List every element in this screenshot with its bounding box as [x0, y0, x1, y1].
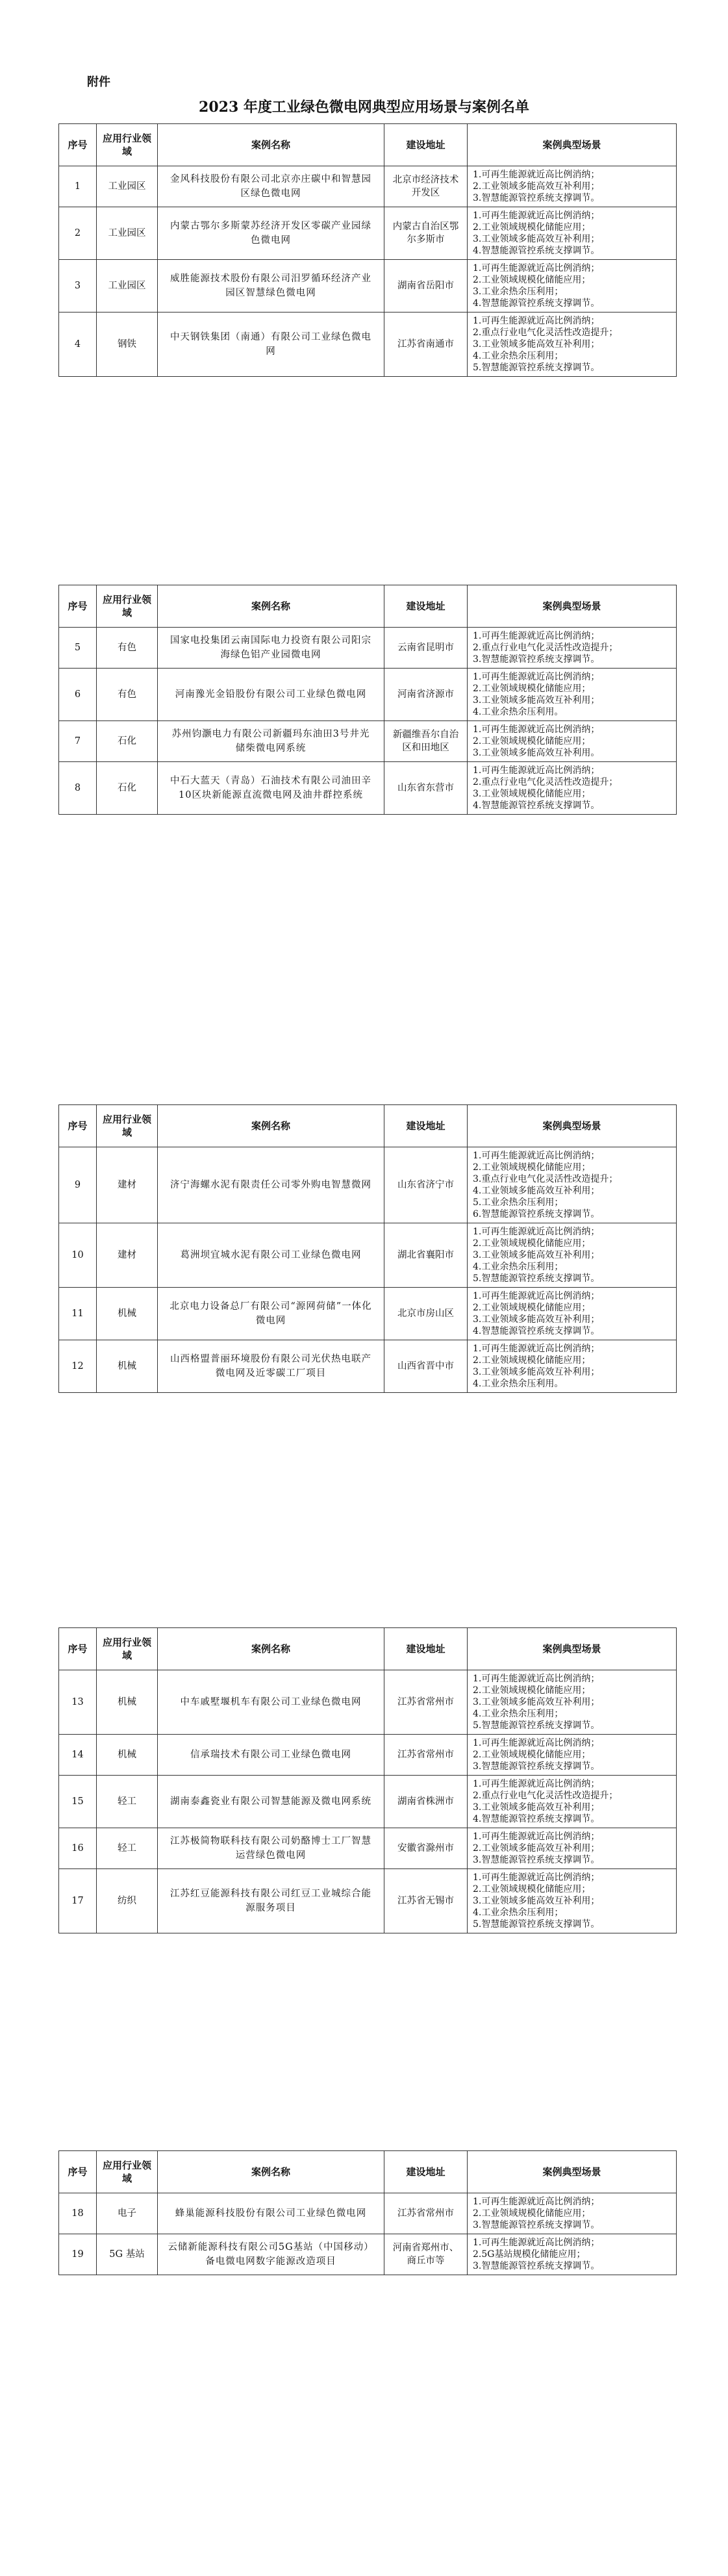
scenario-line: 4.智慧能源管控系统支撑调节。	[473, 800, 600, 811]
cell-scenarios	[468, 1223, 677, 1288]
scenario-line: 4.工业余热余压利用。	[473, 1379, 564, 1389]
cell-industry: 电子	[97, 2193, 158, 2234]
scenario-line: 4.工业余热余压利用；	[473, 1907, 564, 1918]
cell-industry: 5G 基站	[97, 2234, 158, 2275]
scenario-line: 3.工业领域多能高效互补利用；	[473, 1367, 600, 1377]
cell-scenarios	[468, 312, 677, 377]
header-industry: 应用行业领域	[97, 124, 158, 166]
header-location: 建设地址	[384, 1105, 468, 1147]
table-header-row	[59, 1105, 677, 1147]
cell-no: 1	[59, 166, 97, 207]
scenario-line: 1.可再生能源就近高比例消纳；	[473, 170, 600, 180]
cell-no: 6	[59, 669, 97, 721]
scenario-line: 3.工业领域多能高效互补利用。	[473, 748, 600, 758]
scenario-line: 1.可再生能源就近高比例消纳；	[473, 210, 600, 221]
cell-scenarios	[468, 2193, 677, 2234]
cell-location: 新疆维吾尔自治区和田地区	[384, 721, 468, 762]
table-row	[59, 207, 677, 260]
header-location: 建设地址	[384, 2151, 468, 2193]
scenario-line: 3.工业领域多能高效互补利用；	[473, 1802, 600, 1813]
scenario-line: 1.可再生能源就近高比例消纳；	[473, 2238, 600, 2248]
cell-no: 14	[59, 1735, 97, 1776]
scenario-line: 3.工业领域多能高效互补利用；	[473, 339, 600, 350]
cell-case-name: 江苏红豆能源科技有限公司红豆工业城综合能源服务项目	[158, 1869, 384, 1933]
table-row	[59, 260, 677, 312]
header-scenarios: 案例典型场景	[468, 1628, 677, 1670]
cell-scenarios	[468, 260, 677, 312]
cell-industry: 纺织	[97, 1869, 158, 1933]
scenario-line: 1.可再生能源就近高比例消纳；	[473, 1227, 600, 1237]
cell-location: 江苏省常州市	[384, 2193, 468, 2234]
cell-industry: 建材	[97, 1223, 158, 1288]
cell-location: 云南省昆明市	[384, 628, 468, 669]
header-industry: 应用行业领域	[97, 585, 158, 628]
cell-industry: 机械	[97, 1735, 158, 1776]
header-location: 建设地址	[384, 124, 468, 166]
scenario-line: 1.可再生能源就近高比例消纳；	[473, 1291, 600, 1301]
cell-location: 山西省晋中市	[384, 1340, 468, 1393]
scenario-line: 3.智慧能源管控系统支撑调节。	[473, 193, 600, 203]
cell-location: 江苏省常州市	[384, 1735, 468, 1776]
cell-no: 13	[59, 1670, 97, 1735]
scenario-line: 2.工业领域规模化储能应用；	[473, 1162, 591, 1173]
cell-industry: 工业园区	[97, 260, 158, 312]
cell-no: 18	[59, 2193, 97, 2234]
cell-industry: 钢铁	[97, 312, 158, 377]
cell-case-name: 河南豫光金铅股份有限公司工业绿色微电网	[158, 669, 384, 721]
cell-location: 河南省郑州市、商丘市等	[384, 2234, 468, 2275]
scenario-line: 1.可再生能源就近高比例消纳；	[473, 724, 600, 735]
scenario-line: 3.智慧能源管控系统支撑调节。	[473, 654, 600, 665]
cell-case-name: 信承瑞技术有限公司工业绿色微电网	[158, 1735, 384, 1776]
cell-no: 2	[59, 207, 97, 260]
cell-no: 15	[59, 1776, 97, 1828]
page-title: 2023 年度工业绿色微电网典型应用场景与案例名单	[199, 99, 529, 116]
cell-case-name: 山西格盟普丽环境股份有限公司光伏热电联产微电网及近零碳工厂项目	[158, 1340, 384, 1393]
scenario-line: 2.工业领域规模化储能应用；	[473, 222, 591, 233]
header-scenarios: 案例典型场景	[468, 1105, 677, 1147]
cell-location: 江苏省无锡市	[384, 1869, 468, 1933]
cell-no: 11	[59, 1288, 97, 1340]
scenario-line: 5.智慧能源管控系统支撑调节。	[473, 1720, 600, 1731]
scenario-line: 5.智慧能源管控系统支撑调节。	[473, 1273, 600, 1284]
header-case-name: 案例名称	[158, 1105, 384, 1147]
table-row	[59, 1223, 677, 1288]
scenario-line: 2.工业领域规模化储能应用；	[473, 683, 591, 694]
cell-scenarios	[468, 1288, 677, 1340]
cell-scenarios	[468, 721, 677, 762]
scenario-line: 1.可再生能源就近高比例消纳；	[473, 1674, 600, 1684]
table-row	[59, 1670, 677, 1735]
scenario-line: 2.重点行业电气化灵活性改造提升；	[473, 1791, 618, 1801]
cell-case-name: 济宁海螺水泥有限责任公司零外购电智慧微网	[158, 1147, 384, 1223]
scenario-line: 2.工业领域规模化储能应用；	[473, 2208, 591, 2219]
cell-no: 7	[59, 721, 97, 762]
cell-scenarios	[468, 1147, 677, 1223]
cell-location: 山东省济宁市	[384, 1147, 468, 1223]
scenario-line: 1.可再生能源就近高比例消纳；	[473, 1831, 600, 1842]
scenario-line: 5.智慧能源管控系统支撑调节。	[473, 363, 600, 373]
scenario-line: 3.工业领域多能高效互补利用；	[473, 695, 600, 706]
header-no: 序号	[59, 124, 97, 166]
header-case-name: 案例名称	[158, 1628, 384, 1670]
cell-scenarios	[468, 207, 677, 260]
scenario-line: 4.工业余热余压利用；	[473, 1709, 564, 1719]
table-header-row	[59, 2151, 677, 2193]
header-case-name: 案例名称	[158, 2151, 384, 2193]
cell-location: 内蒙古自治区鄂尔多斯市	[384, 207, 468, 260]
table-row	[59, 669, 677, 721]
scenario-line: 2.重点行业电气化灵活性改造提升；	[473, 327, 618, 338]
case-table	[58, 585, 677, 815]
cell-no: 3	[59, 260, 97, 312]
scenario-line: 2.工业领域规模化储能应用；	[473, 1238, 591, 1249]
cell-industry: 机械	[97, 1288, 158, 1340]
table-row	[59, 2234, 677, 2275]
scenario-line: 1.可再生能源就近高比例消纳；	[473, 765, 600, 776]
case-table	[58, 123, 677, 377]
scenario-line: 2.工业领域规模化储能应用；	[473, 275, 591, 285]
case-table	[58, 1627, 677, 1933]
cell-industry: 机械	[97, 1670, 158, 1735]
cell-scenarios	[468, 2234, 677, 2275]
cell-case-name: 云储新能源科技有限公司5G基站（中国移动）备电微电网数字能源改造项目	[158, 2234, 384, 2275]
scenario-line: 3.工业领域多能高效互补利用；	[473, 1314, 600, 1325]
scenario-line: 4.智慧能源管控系统支撑调节。	[473, 1326, 600, 1336]
cell-scenarios	[468, 762, 677, 815]
cell-scenarios	[468, 628, 677, 669]
cell-case-name: 北京电力设备总厂有限公司“源网荷储”一体化微电网	[158, 1288, 384, 1340]
cell-case-name: 内蒙古鄂尔多斯蒙苏经济开发区零碳产业园绿色微电网	[158, 207, 384, 260]
case-table	[58, 1104, 677, 1393]
scenario-line: 3.工业余热余压利用；	[473, 287, 564, 297]
cell-location: 湖北省襄阳市	[384, 1223, 468, 1288]
table-row	[59, 721, 677, 762]
scenario-line: 2.工业领域多能高效互补利用；	[473, 181, 600, 192]
scenario-line: 4.智慧能源管控系统支撑调节。	[473, 298, 600, 309]
cell-industry: 石化	[97, 762, 158, 815]
cell-no: 16	[59, 1828, 97, 1869]
scenario-line: 3.工业领域多能高效互补利用；	[473, 1697, 600, 1707]
cell-case-name: 葛洲坝宜城水泥有限公司工业绿色微电网	[158, 1223, 384, 1288]
cell-location: 江苏省常州市	[384, 1670, 468, 1735]
cell-location: 山东省东营市	[384, 762, 468, 815]
scenario-line: 2.工业领域规模化储能应用；	[473, 1303, 591, 1313]
scenario-line: 1.可再生能源就近高比例消纳；	[473, 316, 600, 326]
cell-scenarios	[468, 1869, 677, 1933]
header-no: 序号	[59, 585, 97, 628]
cell-location: 河南省济源市	[384, 669, 468, 721]
header-industry: 应用行业领域	[97, 1628, 158, 1670]
scenario-line: 3.工业领域多能高效互补利用；	[473, 1250, 600, 1260]
cell-no: 12	[59, 1340, 97, 1393]
table-row	[59, 312, 677, 377]
header-no: 序号	[59, 2151, 97, 2193]
cell-case-name: 国家电投集团云南国际电力投资有限公司阳宗海绿色铝产业园微电网	[158, 628, 384, 669]
header-no: 序号	[59, 1105, 97, 1147]
header-scenarios: 案例典型场景	[468, 124, 677, 166]
cell-no: 4	[59, 312, 97, 377]
scenario-line: 3.智慧能源管控系统支撑调节。	[473, 2261, 600, 2271]
header-location: 建设地址	[384, 1628, 468, 1670]
cell-case-name: 苏州钧灏电力有限公司新疆玛东油田3号井光储柴微电网系统	[158, 721, 384, 762]
scenario-line: 3.重点行业电气化灵活性改造提升；	[473, 1174, 618, 1184]
header-scenarios: 案例典型场景	[468, 585, 677, 628]
scenario-line: 2.工业领域规模化储能应用；	[473, 1750, 591, 1760]
cell-location: 湖南省岳阳市	[384, 260, 468, 312]
scenario-line: 2.工业领域规模化储能应用；	[473, 1884, 591, 1894]
scenario-line: 1.可再生能源就近高比例消纳；	[473, 1872, 600, 1883]
header-scenarios: 案例典型场景	[468, 2151, 677, 2193]
cell-case-name: 中石大蓝天（青岛）石油技术有限公司油田辛10区块新能源直流微电网及油井群控系统	[158, 762, 384, 815]
cell-scenarios	[468, 1340, 677, 1393]
table-row	[59, 2193, 677, 2234]
cell-case-name: 中天钢铁集团（南通）有限公司工业绿色微电网	[158, 312, 384, 377]
cell-industry: 有色	[97, 628, 158, 669]
scenario-line: 3.智慧能源管控系统支撑调节。	[473, 2220, 600, 2230]
scenario-line: 4.工业余热余压利用。	[473, 707, 564, 717]
cell-industry: 轻工	[97, 1828, 158, 1869]
table-row	[59, 1735, 677, 1776]
cell-industry: 石化	[97, 721, 158, 762]
header-location: 建设地址	[384, 585, 468, 628]
header-industry: 应用行业领域	[97, 2151, 158, 2193]
scenario-line: 2.工业领域规模化储能应用；	[473, 1685, 591, 1696]
cell-no: 8	[59, 762, 97, 815]
table-row	[59, 166, 677, 207]
scenario-line: 1.可再生能源就近高比例消纳；	[473, 1779, 600, 1789]
cell-case-name: 威胜能源技术股份有限公司汨罗循环经济产业园区智慧绿色微电网	[158, 260, 384, 312]
cell-scenarios	[468, 669, 677, 721]
scenario-line: 2.工业领域规模化储能应用；	[473, 736, 591, 746]
cell-location: 北京市房山区	[384, 1288, 468, 1340]
cell-case-name: 江苏极简物联科技有限公司奶酪博士工厂智慧运营绿色微电网	[158, 1828, 384, 1869]
scenario-line: 4.工业余热余压利用；	[473, 1262, 564, 1272]
scenario-line: 3.工业领域多能高效互补利用；	[473, 1896, 600, 1906]
scenario-line: 1.可再生能源就近高比例消纳；	[473, 1738, 600, 1748]
header-case-name: 案例名称	[158, 124, 384, 166]
table-row	[59, 1288, 677, 1340]
table-row	[59, 1828, 677, 1869]
scenario-line: 2.工业领域多能高效互补利用；	[473, 1843, 600, 1854]
case-table	[58, 2150, 677, 2275]
scenario-line: 3.智慧能源管控系统支撑调节。	[473, 1761, 600, 1772]
table-row	[59, 1340, 677, 1393]
cell-no: 10	[59, 1223, 97, 1288]
cell-case-name: 中车戚墅堰机车有限公司工业绿色微电网	[158, 1670, 384, 1735]
scenario-line: 5.工业余热余压利用；	[473, 1197, 564, 1208]
scenario-line: 6.智慧能源管控系统支撑调节。	[473, 1209, 600, 1219]
cell-industry: 机械	[97, 1340, 158, 1393]
scenario-line: 4.智慧能源管控系统支撑调节。	[473, 1814, 600, 1824]
table-row	[59, 1869, 677, 1933]
cell-case-name: 湖南泰鑫瓷业有限公司智慧能源及微电网系统	[158, 1776, 384, 1828]
scenario-line: 1.可再生能源就近高比例消纳；	[473, 263, 600, 274]
cell-no: 17	[59, 1869, 97, 1933]
scenario-line: 1.可再生能源就近高比例消纳；	[473, 672, 600, 682]
table-row	[59, 1147, 677, 1223]
cell-scenarios	[468, 1735, 677, 1776]
scenario-line: 1.可再生能源就近高比例消纳；	[473, 1151, 600, 1161]
table-row	[59, 762, 677, 815]
scenario-line: 3.工业领域规模化储能应用；	[473, 789, 591, 799]
table-header-row	[59, 585, 677, 628]
table-header-row	[59, 1628, 677, 1670]
header-case-name: 案例名称	[158, 585, 384, 628]
scenario-line: 4.工业领域多能高效互补利用；	[473, 1186, 600, 1196]
cell-location: 安徽省滁州市	[384, 1828, 468, 1869]
scenario-line: 2.5G基站规模化储能应用；	[473, 2249, 586, 2260]
scenario-line: 4.智慧能源管控系统支撑调节。	[473, 246, 600, 256]
cell-scenarios	[468, 1828, 677, 1869]
cell-industry: 轻工	[97, 1776, 158, 1828]
cell-scenarios	[468, 1670, 677, 1735]
cell-no: 9	[59, 1147, 97, 1223]
scenario-line: 3.工业领域多能高效互补利用；	[473, 234, 600, 244]
cell-location: 湖南省株洲市	[384, 1776, 468, 1828]
scenario-line: 1.可再生能源就近高比例消纳；	[473, 631, 600, 641]
scenario-line: 2.重点行业电气化灵活性改造提升；	[473, 777, 618, 787]
cell-case-name: 蜂巢能源科技股份有限公司工业绿色微电网	[158, 2193, 384, 2234]
cell-industry: 工业园区	[97, 207, 158, 260]
cell-industry: 建材	[97, 1147, 158, 1223]
header-industry: 应用行业领域	[97, 1105, 158, 1147]
cell-scenarios	[468, 166, 677, 207]
cell-case-name: 金风科技股份有限公司北京亦庄碳中和智慧园区绿色微电网	[158, 166, 384, 207]
scenario-line: 1.可再生能源就近高比例消纳；	[473, 2197, 600, 2207]
scenario-line: 3.智慧能源管控系统支撑调节。	[473, 1855, 600, 1865]
cell-industry: 工业园区	[97, 166, 158, 207]
header-no: 序号	[59, 1628, 97, 1670]
cell-location: 江苏省南通市	[384, 312, 468, 377]
cell-location: 北京市经济技术开发区	[384, 166, 468, 207]
cell-no: 19	[59, 2234, 97, 2275]
table-row	[59, 628, 677, 669]
scenario-line: 4.工业余热余压利用；	[473, 351, 564, 361]
cell-industry: 有色	[97, 669, 158, 721]
scenario-line: 2.工业领域规模化储能应用；	[473, 1355, 591, 1366]
attachment-label: 附件	[87, 75, 110, 89]
scenario-line: 5.智慧能源管控系统支撑调节。	[473, 1919, 600, 1930]
cell-scenarios	[468, 1776, 677, 1828]
cell-no: 5	[59, 628, 97, 669]
scenario-line: 2.重点行业电气化灵活性改造提升；	[473, 643, 618, 653]
table-header-row	[59, 124, 677, 166]
scenario-line: 1.可再生能源就近高比例消纳；	[473, 1344, 600, 1354]
table-row	[59, 1776, 677, 1828]
